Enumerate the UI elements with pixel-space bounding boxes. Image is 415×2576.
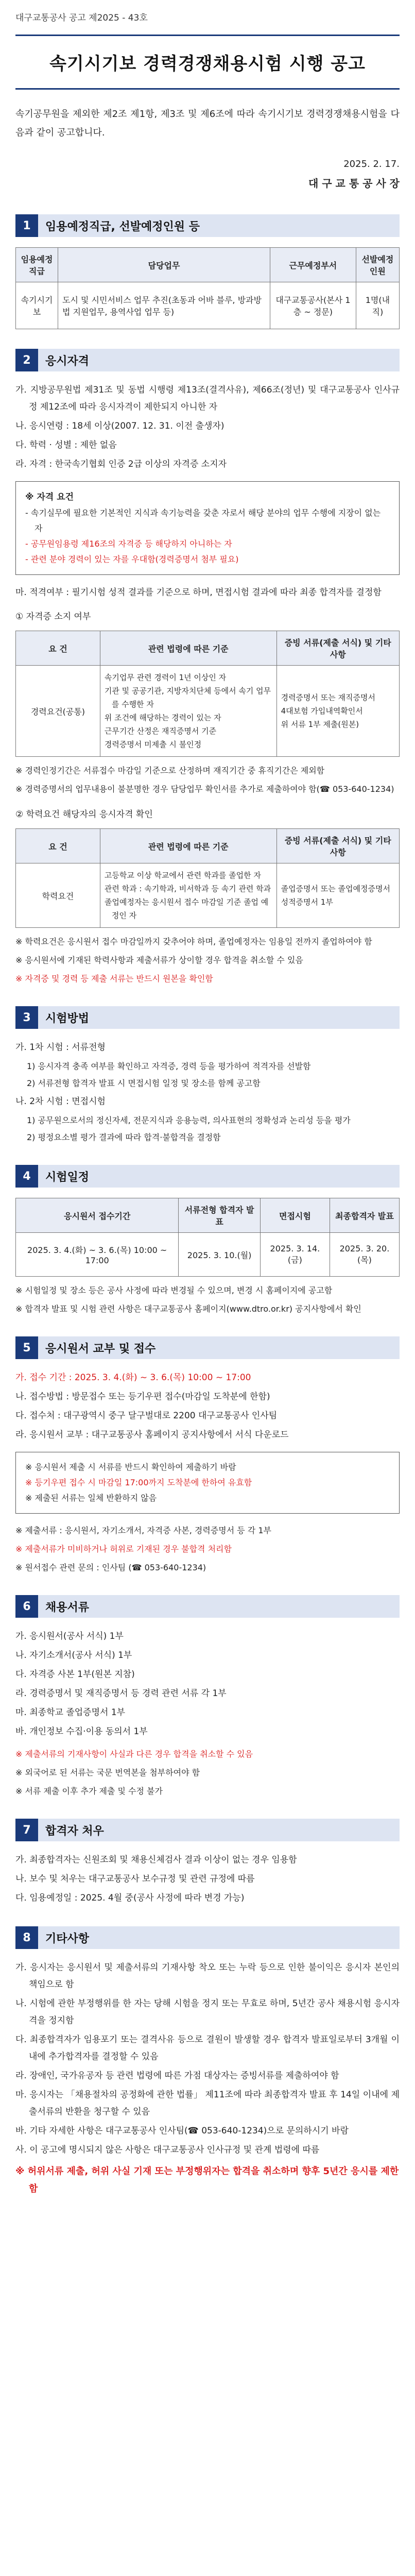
table-cell xyxy=(276,863,399,928)
table-cell: 2025. 3. 20.(목) xyxy=(330,1233,399,1277)
section-title: 응시자격 xyxy=(38,349,400,371)
table-header: 서류전형 합격자 발표 xyxy=(179,1198,261,1233)
section-number: 8 xyxy=(15,1926,38,1949)
document-number: 대구교통공사 공고 제2025 - 43호 xyxy=(15,13,148,23)
list-item: 가. 응시자는 응시원서 및 제출서류의 기재사항 착오 또는 누락 등으로 인한 불이익은 응시자 본인의 책임으로 함 xyxy=(15,1962,400,1990)
section-header-4 xyxy=(15,1165,400,1188)
note: ※ 원서접수 관련 문의 : 인사팀 (☎ 053-640-1234) xyxy=(15,1563,206,1572)
box-line: - 공무원임용령 제16조의 자격증 등 해당하지 아니하는 자 xyxy=(25,539,232,549)
table-header: 최종합격자 발표 xyxy=(330,1198,399,1233)
note: ※ 서류 제출 이후 추가 제출 및 수정 불가 xyxy=(15,1786,163,1796)
table-cell xyxy=(100,863,276,928)
list-subitem: 1) 응시자격 충족 여부를 확인하고 자격증, 경력 등을 평가하여 적격자를 선발함 xyxy=(27,1061,311,1071)
box-line: ※ 제출된 서류는 일체 반환하지 않음 xyxy=(25,1493,157,1503)
list-item: 라. 장애인, 국가유공자 등 관련 법령에 따른 가점 대상자는 증빙서류를 제출하여야 함 xyxy=(15,2071,339,2081)
list-item: 나. 시험에 관한 부정행위를 한 자는 당해 시험을 정지 또는 무효로 하며, 5년간 공사 채용시험 응시자격을 정지함 xyxy=(15,1998,400,2026)
table-header: 증빙 서류(제출 서식) 및 기타사항 xyxy=(276,829,399,863)
table-cell: 대구교통공사(본사 1층 ~ 정문) xyxy=(270,282,356,329)
organization-signature: 대 구 교 통 공 사 장 xyxy=(308,177,400,190)
section-number: 7 xyxy=(15,1819,38,1841)
table-header: 응시원서 접수기간 xyxy=(16,1198,179,1233)
table-note: ※ 자격증 및 경력 등 제출 서류는 반드시 원본을 확인함 xyxy=(15,974,213,984)
list-subitem: 2) 평정요소별 평가 결과에 따라 합격·불합격을 결정함 xyxy=(27,1132,221,1142)
list-item: 바. 기타 자세한 사항은 대구교통공사 인사팀(☎ 053-640-1234)으로 문의하시기 바람 xyxy=(15,2126,349,2136)
cell-line: 근무기간 산정은 재직증명서 기준 xyxy=(104,726,217,736)
intro-paragraph: 속기공무원을 제외한 제2조 제1항, 제3조 및 제6조에 따라 속기시기보 경력경쟁채용시험을 다음과 같이 공고합니다. xyxy=(15,109,400,138)
announcement-date: 2025. 2. 17. xyxy=(343,159,400,170)
box-title: ※ 자격 요건 xyxy=(25,492,74,502)
list-item: 마. 응시자는 「채용절차의 공정화에 관한 법률」 제11조에 따라 최종합격자 발표 후 14일 이내에 제출서류의 반환을 청구할 수 있음 xyxy=(15,2090,400,2117)
note: ※ 제출서류 : 응시원서, 자기소개서, 자격증 사본, 경력증명서 등 각 1부 xyxy=(15,1526,271,1535)
list-item: 나. 응시연령 : 18세 이상(2007. 12. 31. 이전 출생자) xyxy=(15,421,224,431)
requirements-box xyxy=(15,481,400,575)
box-line: ※ 응시원서 제출 시 서류를 반드시 확인하여 제출하기 바람 xyxy=(25,1462,236,1472)
table-header: 요 건 xyxy=(16,631,100,666)
table-note: ※ 경력인정기간은 서류접수 마감일 기준으로 산정하며 재직기간 중 휴직기간은 제외함 xyxy=(15,766,325,775)
note: ※ 제출서류가 미비하거나 허위로 기재된 경우 불합격 처리함 xyxy=(15,1544,232,1554)
table-header: 증빙 서류(제출 서식) 및 기타사항 xyxy=(276,631,399,666)
list-item: 나. 자기소개서(공사 서식) 1부 xyxy=(15,1650,132,1660)
table-note: ※ 학력요건은 응시원서 접수 마감일까지 갖추어야 하며, 졸업예정자는 임용일 전까지 졸업하여야 함 xyxy=(15,937,372,946)
table-cell: 2025. 3. 4.(화) ~ 3. 6.(목) 10:00 ~ 17:00 xyxy=(16,1233,179,1277)
section-title: 기타사항 xyxy=(38,1926,400,1949)
list-item: 마. 최종학교 졸업증명서 1부 xyxy=(15,1707,126,1718)
box-line: - 관련 분야 경력이 있는 자를 우대함(경력증명서 첨부 필요) xyxy=(25,554,239,564)
table-header: 요 건 xyxy=(16,829,100,863)
section-number: 6 xyxy=(15,1595,38,1618)
list-item: 라. 응시원서 교부 : 대구교통공사 홈페이지 공지사항에서 서식 다운로드 xyxy=(15,1430,289,1440)
note: ※ 외국어로 된 서류는 국문 번역본을 첨부하여야 함 xyxy=(15,1768,200,1777)
table-header: 담당업무 xyxy=(58,248,270,282)
list-item: 라. 자격 : 한국속기협회 인증 2급 이상의 자격증 소지자 xyxy=(15,459,227,469)
cell-line: 관련 학과 : 속기학과, 비서학과 등 속기 관련 학과 xyxy=(104,884,271,893)
table-cell: 도시 및 시민서비스 업무 추진(초동과 어바 블루, 방과방법 지원업무, 용역사업 업무 등) xyxy=(58,282,270,329)
subsection-title: ② 학력요건 해당자의 응시자격 확인 xyxy=(15,809,153,820)
section-title: 응시원서 교부 및 접수 xyxy=(38,1336,400,1359)
list-item: 나. 보수 및 처우는 대구교통공사 보수규정 및 관련 규정에 따름 xyxy=(15,1874,255,1884)
page-title: 속기시기보 경력경쟁채용시험 시행 공고 xyxy=(49,54,366,74)
section-number: 3 xyxy=(15,1006,38,1029)
table-cell: 속기시기보 xyxy=(16,282,58,329)
table-note: ※ 시험일정 및 장소 등은 공사 사정에 따라 변경될 수 있으며, 변경 시 홈페이지에 공고함 xyxy=(15,1285,333,1295)
table-header: 관련 법령에 따른 기준 xyxy=(100,829,276,863)
section-header-7 xyxy=(15,1819,400,1841)
list-item: 나. 접수방법 : 방문접수 또는 등기우편 접수(마감일 도착분에 한함) xyxy=(15,1392,270,1402)
table-cell xyxy=(100,666,276,757)
section-header-6 xyxy=(15,1595,400,1618)
table-header: 선발예정인원 xyxy=(356,248,399,282)
section-header-8 xyxy=(15,1926,400,1949)
career-requirement-table xyxy=(15,631,400,757)
cell-line: 졸업증명서 또는 졸업예정증명서 xyxy=(281,884,390,893)
section-number: 1 xyxy=(15,214,38,237)
table-note: ※ 경력증명서의 업무내용이 불분명한 경우 담당업무 확인서를 추가로 제출하여야 함(☎ 053-640-1234) xyxy=(15,784,394,794)
section-header-2 xyxy=(15,349,400,371)
section-header-5 xyxy=(15,1336,400,1359)
position-table xyxy=(15,247,400,329)
section-header-3 xyxy=(15,1006,400,1029)
section-number: 5 xyxy=(15,1336,38,1359)
table-cell: 1명(내직) xyxy=(356,282,399,329)
cell-line: 4대보험 가입내역확인서 xyxy=(281,706,363,716)
table-cell: 학력요건 xyxy=(16,863,100,928)
list-item: 사. 이 공고에 명시되지 않은 사항은 대구교통공사 인사규정 및 관계 법령에 따름 xyxy=(15,2145,320,2155)
subsection-title: ① 자격증 소지 여부 xyxy=(15,612,91,622)
list-item: 가. 최종합격자는 신원조회 및 채용신체검사 결과 이상이 없는 경우 임용함 xyxy=(15,1855,297,1865)
title-banner xyxy=(15,35,400,90)
list-item: 마. 적격여부 : 필기시험 성적 결과를 기준으로 하며, 면접시험 결과에 따라 최종 합격자를 결정함 xyxy=(15,587,382,598)
section-title: 시험일정 xyxy=(38,1165,400,1188)
table-cell: 2025. 3. 14.(금) xyxy=(260,1233,330,1277)
list-subitem: 1) 공무원으로서의 정신자세, 전문지식과 응용능력, 의사표현의 정확성과 논리성 등을 평가 xyxy=(27,1115,351,1125)
list-item: 다. 접수처 : 대구광역시 중구 달구벌대로 2200 대구교통공사 인사팀 xyxy=(15,1411,278,1421)
note: ※ 제출서류의 기재사항이 사실과 다른 경우 합격을 취소할 수 있음 xyxy=(15,1749,253,1759)
section-title: 임용예정직급, 선발예정인원 등 xyxy=(38,214,400,237)
education-requirement-table xyxy=(15,828,400,928)
list-item: 가. 1차 시험 : 서류전형 xyxy=(15,1042,106,1053)
table-header: 면접시험 xyxy=(260,1198,330,1233)
table-row xyxy=(16,282,400,329)
cell-line: 기관 및 공공기관, 지방자치단체 등에서 속기 업무를 수행한 자 xyxy=(104,686,271,709)
section-number: 2 xyxy=(15,349,38,371)
list-item: 다. 임용예정일 : 2025. 4월 중(공사 사정에 따라 변경 가능) xyxy=(15,1893,245,1903)
list-item: 가. 지방공무원법 제31조 및 동법 시행령 제13조(결격사유), 제66조(정년) 및 대구교통공사 인사규정 제12조에 따라 응시자격이 제한되지 아니한 자 xyxy=(15,385,400,412)
cell-line: 위 조건에 해당하는 경력이 있는 자 xyxy=(104,713,221,722)
table-cell: 경력요건(공통) xyxy=(16,666,100,757)
cell-line: 경력증명서 미제출 시 불인정 xyxy=(104,740,202,749)
section-title: 채용서류 xyxy=(38,1595,400,1618)
table-header: 근무예정부서 xyxy=(270,248,356,282)
cell-line: 성적증명서 1부 xyxy=(281,897,333,907)
table-row xyxy=(16,863,400,928)
table-cell: 2025. 3. 10.(월) xyxy=(179,1233,261,1277)
box-line: ※ 등기우편 접수 시 마감일 17:00까지 도착분에 한하여 유효함 xyxy=(25,1478,252,1487)
cell-line: 경력증명서 또는 재직증명서 xyxy=(281,693,375,702)
list-item: 가. 접수 기간 : 2025. 3. 4.(화) ~ 3. 6.(목) 10:00 ~ 17:00 xyxy=(15,1372,251,1383)
box-line: - 속기실무에 필요한 기본적인 지식과 속기능력을 갖춘 자로서 해당 분야의 업무 수행에 지장이 없는 자 xyxy=(25,508,381,533)
submission-notice-box xyxy=(15,1452,400,1514)
list-subitem: 2) 서류전형 합격자 발표 시 면접시험 일정 및 장소를 함께 공고함 xyxy=(27,1078,261,1088)
document-page xyxy=(15,0,400,2198)
table-header: 임용예정직급 xyxy=(16,248,58,282)
table-note: ※ 합격자 발표 및 시험 관련 사항은 대구교통공사 홈페이지(www.dtro.or.kr) 공지사항에서 확인 xyxy=(15,1304,361,1314)
schedule-table xyxy=(15,1198,400,1277)
list-item: 다. 자격증 사본 1부(원본 지참) xyxy=(15,1669,135,1680)
table-cell xyxy=(276,666,399,757)
cell-line: 졸업예정자는 응시원서 접수 마감일 기준 졸업 예정인 자 xyxy=(104,897,269,920)
section-title: 시험방법 xyxy=(38,1006,400,1029)
cell-line: 고등학교 이상 학교에서 관련 학과를 졸업한 자 xyxy=(104,871,261,880)
list-item: 다. 최종합격자가 임용포기 또는 결격사유 등으로 결원이 발생할 경우 합격자 발표일로부터 3개월 이내에 추가합격자를 결정할 수 있음 xyxy=(15,2035,400,2062)
cell-line: 속기업무 관련 경력이 1년 이상인 자 xyxy=(104,673,227,682)
section-header-1 xyxy=(15,214,400,237)
section-title: 합격자 처우 xyxy=(38,1819,400,1841)
list-item: 바. 개인정보 수집·이용 동의서 1부 xyxy=(15,1726,148,1737)
section-number: 4 xyxy=(15,1165,38,1188)
table-header: 관련 법령에 따른 기준 xyxy=(100,631,276,666)
list-item: 다. 학력 · 성별 : 제한 없음 xyxy=(15,440,117,450)
table-row xyxy=(16,1233,400,1277)
list-item: 라. 경력증명서 및 재직증명서 등 경력 관련 서류 각 1부 xyxy=(15,1688,227,1699)
cell-line: 위 서류 1부 제출(원본) xyxy=(281,720,359,729)
table-row xyxy=(16,666,400,757)
list-item: 가. 응시원서(공사 서식) 1부 xyxy=(15,1631,124,1641)
table-note: ※ 응시원서에 기재된 학력사항과 제출서류가 상이할 경우 합격을 취소할 수 있음 xyxy=(15,955,303,965)
list-item: 나. 2차 시험 : 면접시험 xyxy=(15,1096,106,1107)
final-warning: ※ 허위서류 제출, 허위 사실 기재 또는 부정행위자는 합격을 취소하며 향후 5년간 응시를 제한함 xyxy=(15,2166,399,2194)
